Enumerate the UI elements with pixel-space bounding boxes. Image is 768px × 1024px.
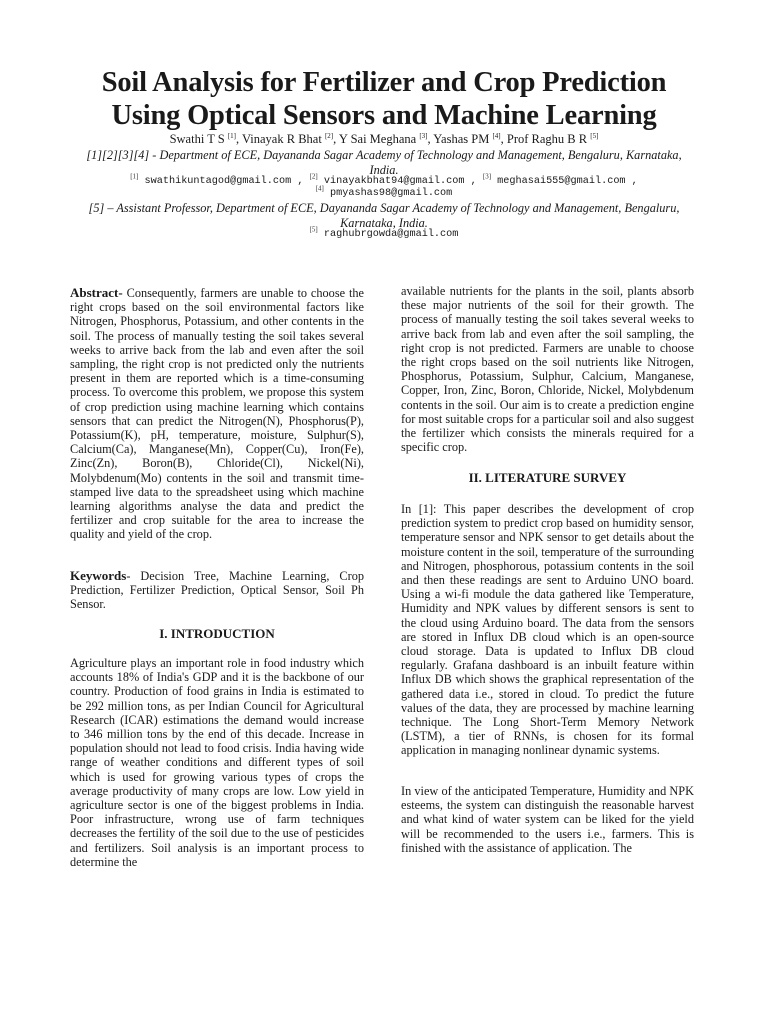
introduction-heading: I. INTRODUCTION: [159, 626, 275, 641]
author-list: [20, 132, 748, 147]
email-2-ref: [2]: [309, 172, 318, 181]
email-list-2: [40, 225, 728, 241]
title-line-2: Using Optical Sensors and Machine Learning: [111, 100, 657, 131]
title-line-1: Soil Analysis for Fertilizer and Crop Prediction: [101, 67, 667, 98]
literature-paragraph-2: [401, 784, 694, 855]
author-3-ref: [3]: [419, 131, 428, 140]
abstract-text: Consequently, farmers are unable to choose the right crops based on the soil environmental factors like Nitrogen, Phosphorus, Potassium, and other contents in the soil. The process of manually testing the soil takes several weeks to arrive back from the lab and even after the soil sampling, the right crop is not predicted only the nutrients present in them are reported which is a time-consuming process. To overcome this problem, we propose this system of crop prediction using machine learning which contains sensors that can predict the Nitrogen(N), Phosphorus(P), Potassium(K), pH, temperature, moisture, Sulphur(S), Calcium(Ca), Manganese(Mn), Copper(Cu), Iron(Fe), Zinc(Zn), Boron(B), Chloride(Cl), Nickel(Ni), Molybdenum(Mo) contents in the soil and transmit time-stamped live data to the spreadsheet using which machine learning algorithms analyse the data and predict the fertilizer and crop suitable for the area to increase the quality and yield of the crop.: [70, 286, 364, 542]
keywords: [70, 569, 364, 612]
author-5-ref: [5]: [590, 131, 599, 140]
author-2-ref: [2]: [324, 131, 334, 140]
literature-paragraph-1: [401, 502, 694, 758]
keywords-text: - Decision Tree, Machine Learning, Crop Prediction, Fertilizer Prediction, Optical Sensor, Soil Ph Sensor.: [70, 569, 364, 612]
author-2: , Vinayak R Bhat: [235, 132, 325, 146]
email-4: pmyashas98@gmail.com: [330, 188, 453, 199]
affiliation-2-line-1: [5] – Assistant Professor, Department of ECE, Dayananda Sagar Academy of Technology and Management, Bengaluru,: [88, 201, 680, 215]
paper-title: [30, 66, 738, 132]
email-list-1: [40, 172, 728, 200]
affiliation-2: [40, 201, 728, 231]
affiliation-1-line-2: India.: [369, 163, 399, 177]
author-1-ref: [1]: [227, 131, 236, 140]
email-3-ref: [3]: [482, 172, 492, 181]
introduction-body: [70, 656, 364, 869]
email-5-ref: [5]: [309, 225, 318, 234]
literature-paragraph-1-text: In [1]: This paper describes the development of crop prediction system to predict crop based on humidity sensor, temperature sensor and NPK sensor to get details about the moisture content in the soil, temperature of the surrounding and Nitrogen, phosphorous, potassium contents in the soil and then these readings are sent to Arduino UNO board. Using a wi-fi module the data gathered like Temperature, Humidity and NPK values by different sensors is sent to the cloud using Arduino board. The data from the sensors are stored in Influx DB cloud which is an open-source cloud storage. Data is updated to Influx DB cloud regularly. Grafana dashboard is an inbuilt feature within Influx DB which shows the graphical representation of the gathered data i.e., stored in cloud. To predict the future values of the data, they are processed by machine learning technique. The Long Short-Term Memory Network (LSTM), a tier of RNNs, is chosen for its formal application in managing nonlinear dynamic systems.: [401, 502, 694, 758]
literature-survey-heading: II. LITERATURE SURVEY: [468, 470, 627, 485]
email-3: meghasai555@gmail.com ,: [497, 176, 638, 187]
affiliation-1-line-1: [1][2][3][4] - Department of ECE, Dayananda Sagar Academy of Technology and Management, Bengaluru, Karnataka,: [86, 148, 682, 162]
affiliation-2-line-2: Karnataka, India.: [340, 216, 428, 230]
abstract-label: Abstract-: [70, 285, 123, 300]
author-4: , Yashas PM: [427, 132, 493, 146]
author-3: , Y Sai Meghana: [333, 132, 420, 146]
affiliation-1: [40, 148, 728, 178]
email-1-ref: [1]: [130, 172, 139, 181]
email-2: vinayakbhat94@gmail.com ,: [323, 176, 477, 187]
author-4-ref: [4]: [492, 131, 501, 140]
email-4-ref: [4]: [315, 184, 324, 193]
right-paragraph-1: [401, 284, 694, 454]
author-5: , Prof Raghu B R: [500, 132, 591, 146]
right-paragraph-1-text: available nutrients for the plants in the soil, plants absorb these major nutrients of the soil for their growth. The process of manually testing the soil takes several weeks to arrive back from lab and even after the soil sampling, the right crop is not predicted. Farmers are unable to choose the right crops based on the soil nutrients like Nitrogen, Phosphorus, Potassium, Sulphur, Calcium, Manganese, Copper, Iron, Zinc, Boron, Chloride, Nickel, Molybdenum contents in the soil. Our aim is to create a prediction engine for most suitable crops for a particular soil and also suggest the fertilizer which consists the minerals required for a specific crop.: [401, 284, 695, 455]
author-1: Swathi T S: [169, 132, 228, 146]
keywords-label: Keywords: [70, 568, 127, 583]
email-5: raghubrgowda@gmail.com: [323, 229, 459, 240]
introduction-text: Agriculture plays an important role in food industry which accounts 18% of India's GDP and it is the backbone of our country. Production of food grains in India is estimated to be 292 million tons, as per Indian Council for Agricultural Research (ICAR) estimations the demand would increase to 346 million tons by the end of this decade. Increase in population should not lead to food crisis. India having wide range of weather conditions and different types of soil which is used for growing various types of crops the average productivity of many crops are low. Low yield in agriculture sector is one of the biggest problems in India. Poor infrastructure, wrong use of farm techniques decreases the fertility of the soil due to the use of pesticides and fertilizers. Soil analysis is an important process to determine the: [70, 656, 364, 869]
abstract: [70, 286, 364, 542]
literature-paragraph-2-text: In view of the anticipated Temperature, Humidity and NPK esteems, the system can distinguish the reasonable harvest and what kind of water system can be liked for the yield will be recommended to the users i.e., farmers. This is finished with the assistance of application. The: [401, 784, 694, 855]
email-1: swathikuntagod@gmail.com ,: [144, 176, 304, 187]
